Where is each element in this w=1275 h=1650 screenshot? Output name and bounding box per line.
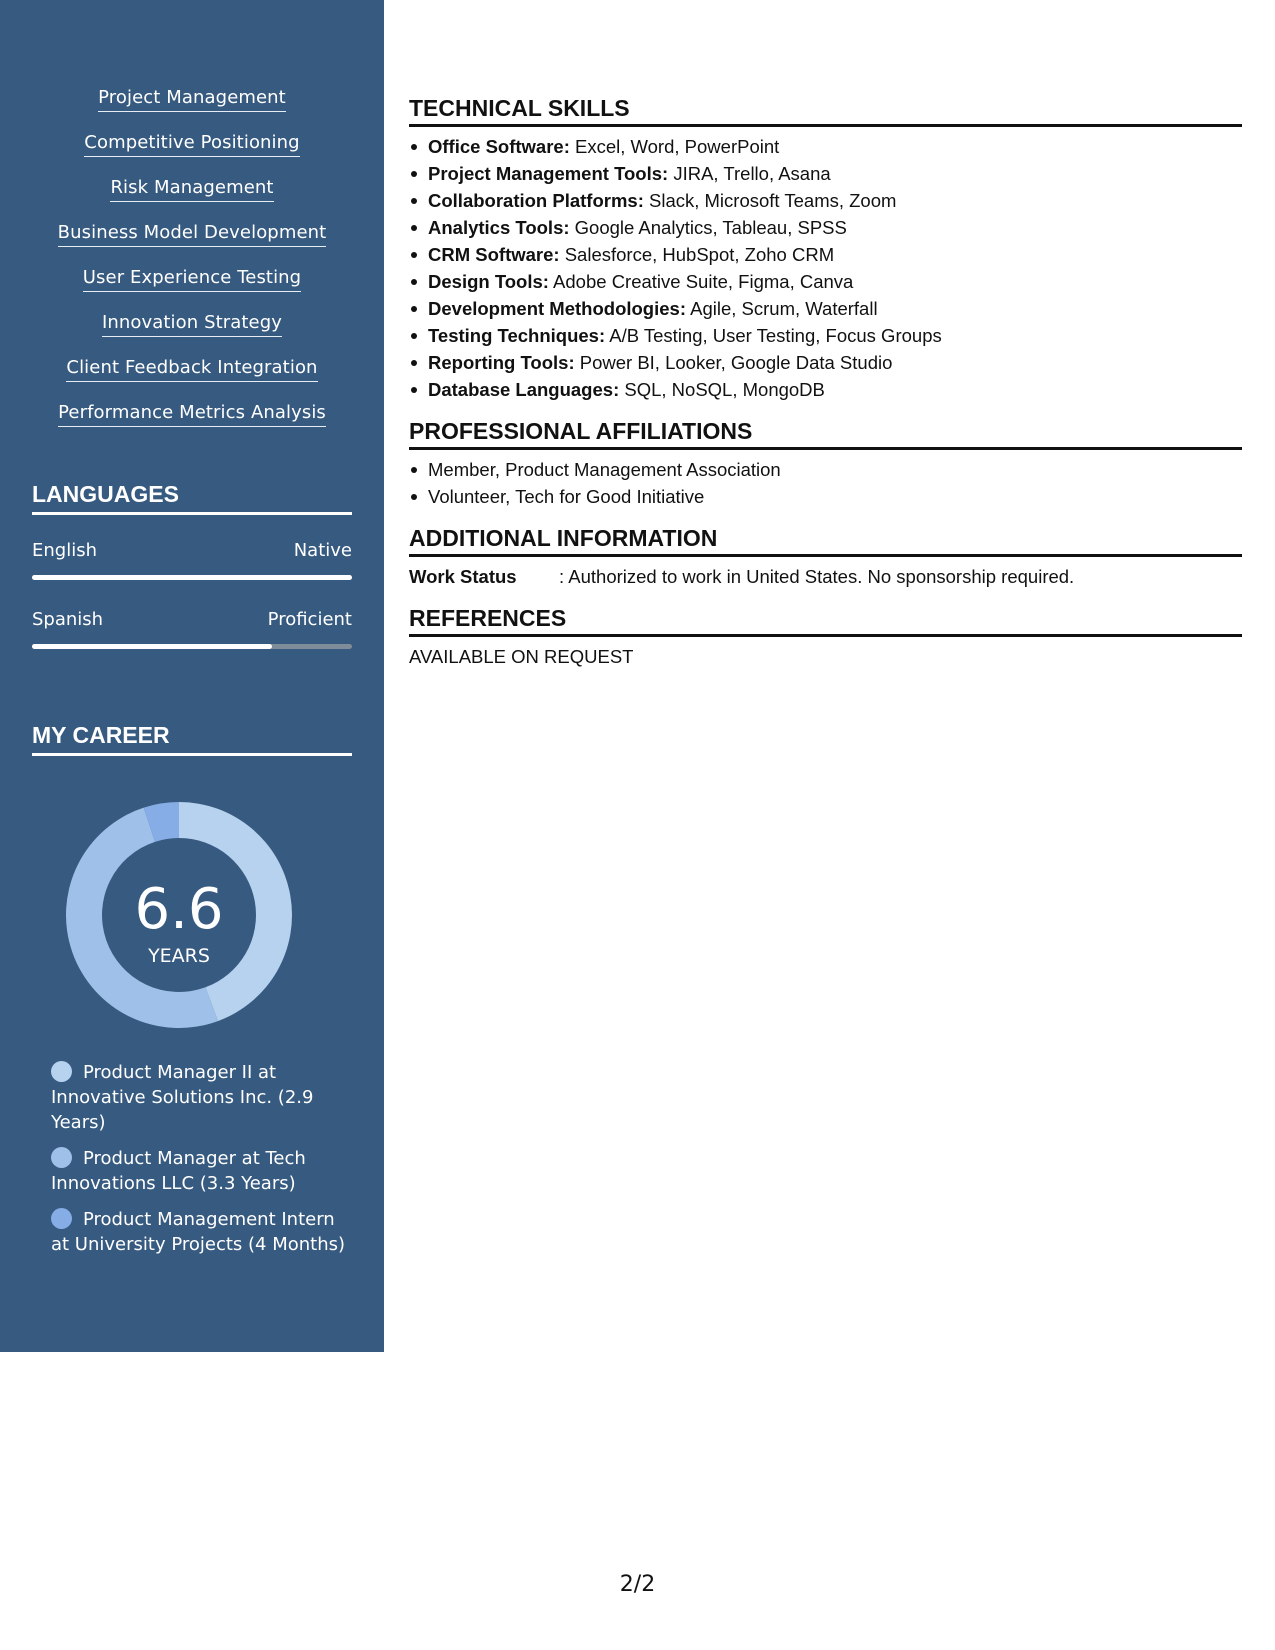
list-item: Volunteer, Tech for Good Initiative	[409, 483, 1242, 510]
item-value: Excel, Word, PowerPoint	[569, 136, 780, 157]
item-value: Slack, Microsoft Teams, Zoom	[643, 190, 897, 211]
page-number: 2/2	[619, 1572, 656, 1597]
item-value: Salesforce, HubSpot, Zoho CRM	[559, 244, 835, 265]
references-heading: REFERENCES	[409, 604, 1242, 637]
career-total: 6.6	[134, 877, 224, 942]
list-item	[409, 133, 1242, 160]
item-label: Development Methodologies:	[428, 298, 686, 319]
item-value: Agile, Scrum, Waterfall	[686, 298, 878, 319]
list-item	[409, 322, 1242, 349]
technical-skills-list	[409, 133, 1242, 403]
language-level: Proficient	[267, 609, 352, 630]
skill-item: Business Model Development	[58, 221, 327, 247]
career-unit: YEARS	[148, 945, 210, 967]
work-status-value: : Authorized to work in United States. No sponsorship required.	[559, 566, 1075, 587]
sidebar	[0, 0, 384, 1352]
language-english	[32, 539, 352, 580]
languages-heading: LANGUAGES	[32, 481, 352, 515]
career-legend-item	[51, 1207, 351, 1257]
career-role: Product Manager II at Innovative Solutions Inc. (2.9 Years)	[51, 1062, 314, 1133]
work-status-row	[409, 563, 1242, 590]
list-item	[409, 295, 1242, 322]
list-item	[409, 160, 1242, 187]
language-bar-fill	[32, 644, 272, 649]
technical-skills-heading: TECHNICAL SKILLS	[409, 94, 1242, 127]
list-item: Member, Product Management Association	[409, 456, 1242, 483]
skill-item: Performance Metrics Analysis	[58, 401, 326, 427]
skill-item: Client Feedback Integration	[66, 356, 317, 382]
item-label: Project Management Tools:	[428, 163, 669, 184]
list-item	[409, 349, 1242, 376]
language-name: Spanish	[32, 609, 104, 630]
item-label: Office Software:	[428, 136, 570, 157]
career-legend	[51, 1060, 351, 1268]
career-donut-chart	[66, 802, 292, 1028]
item-value: Google Analytics, Tableau, SPSS	[569, 217, 847, 238]
language-bar	[32, 575, 352, 580]
language-bar-fill	[32, 575, 352, 580]
work-status-label: Work Status	[409, 566, 517, 587]
language-name: English	[32, 540, 97, 561]
item-label: Analytics Tools:	[428, 217, 570, 238]
item-label: CRM Software:	[428, 244, 560, 265]
additional-info-heading: ADDITIONAL INFORMATION	[409, 524, 1242, 557]
list-item	[409, 268, 1242, 295]
item-label: Testing Techniques:	[428, 325, 606, 346]
item-value: SQL, NoSQL, MongoDB	[619, 379, 825, 400]
list-item	[409, 241, 1242, 268]
item-label: Design Tools:	[428, 271, 549, 292]
affiliations-heading: PROFESSIONAL AFFILIATIONS	[409, 417, 1242, 450]
career-role: Product Manager at Tech Innovations LLC (3.3 Years)	[51, 1148, 306, 1194]
career-legend-item	[51, 1146, 351, 1196]
language-bar	[32, 644, 352, 649]
language-level: Native	[293, 540, 352, 561]
career-role: Product Management Intern at University Projects (4 Months)	[51, 1209, 346, 1255]
main-content	[409, 94, 1242, 670]
language-spanish	[32, 608, 352, 649]
skill-item: Innovation Strategy	[102, 311, 282, 337]
references-text: AVAILABLE ON REQUEST	[409, 646, 634, 667]
skills-list	[0, 86, 384, 446]
item-value: JIRA, Trello, Asana	[668, 163, 831, 184]
legend-dot-icon	[51, 1208, 72, 1229]
affiliations-list	[409, 456, 1242, 510]
legend-dot-icon	[51, 1061, 72, 1082]
list-item	[409, 214, 1242, 241]
item-value: Power BI, Looker, Google Data Studio	[574, 352, 893, 373]
item-label: Collaboration Platforms:	[428, 190, 644, 211]
item-value: Adobe Creative Suite, Figma, Canva	[548, 271, 854, 292]
career-legend-item	[51, 1060, 351, 1135]
item-label: Database Languages:	[428, 379, 620, 400]
item-label: Reporting Tools:	[428, 352, 575, 373]
career-heading: MY CAREER	[32, 722, 352, 756]
skill-item: Competitive Positioning	[84, 131, 299, 157]
item-value: A/B Testing, User Testing, Focus Groups	[605, 325, 942, 346]
skill-item: Risk Management	[110, 176, 273, 202]
legend-dot-icon	[51, 1147, 72, 1168]
skill-item: Project Management	[98, 86, 286, 112]
list-item	[409, 187, 1242, 214]
list-item	[409, 376, 1242, 403]
skill-item: User Experience Testing	[83, 266, 301, 292]
